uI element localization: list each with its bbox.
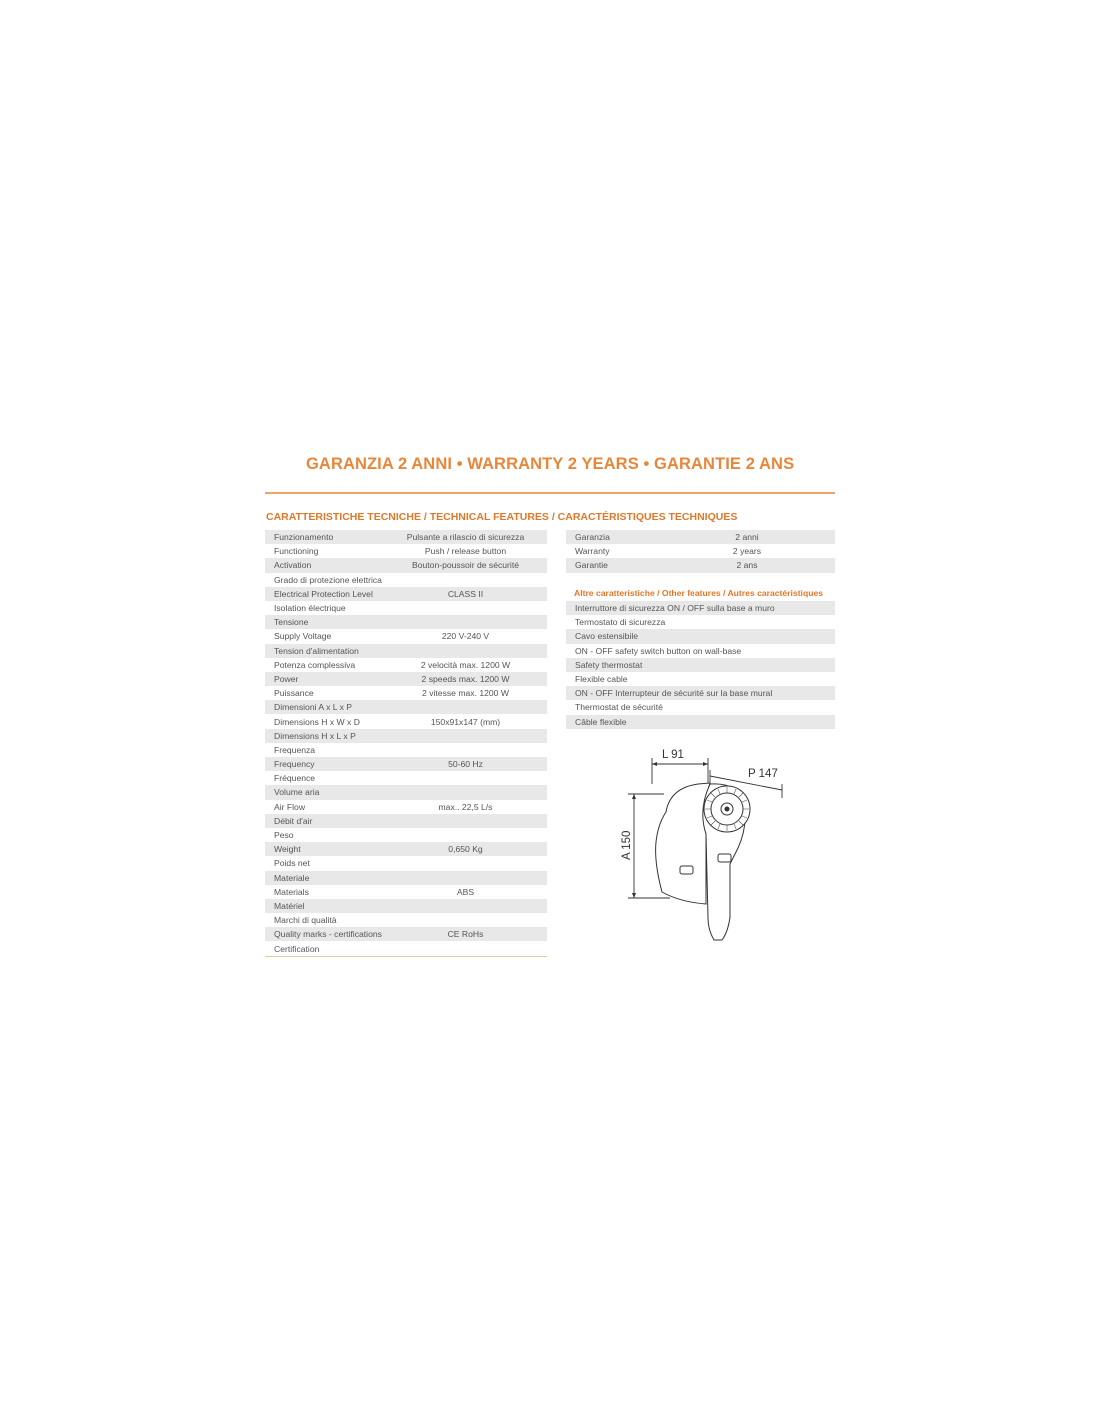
height-dimension-label: A 150 <box>621 830 633 860</box>
row-value: 2 vitesse max. 1200 W <box>422 688 509 699</box>
row-label: Isolation électrique <box>274 603 346 614</box>
table-row <box>265 672 547 686</box>
row-label: Materials <box>274 886 309 897</box>
table-row <box>265 842 547 856</box>
warranty-title: GARANZIA 2 ANNI • WARRANTY 2 YEARS • GARANTIE 2 ANS <box>306 455 795 473</box>
wall-base <box>656 783 710 904</box>
table-row <box>265 941 547 955</box>
table-row <box>265 615 547 629</box>
row-value: 2 anni <box>735 532 759 543</box>
row-value: 150x91x147 (mm) <box>430 716 501 727</box>
row-label: Safety thermostat <box>575 659 643 670</box>
table-row <box>566 615 835 629</box>
technical-features-heading: CARATTERISTICHE TECNICHE / TECHNICAL FEATURES / CARACTÉRISTIQUES TECHNIQUES <box>266 511 738 523</box>
row-label: Dimensioni A x L x P <box>274 702 353 713</box>
table-row <box>265 573 547 587</box>
row-label: Thermostat de sécurité <box>575 702 663 713</box>
row-label: Tension d'alimentation <box>274 645 359 656</box>
dryer-button <box>718 854 731 862</box>
row-value: 2 speeds max. 1200 W <box>421 673 510 684</box>
table-row <box>265 856 547 870</box>
table-row <box>265 558 547 572</box>
row-value: 2 years <box>732 546 762 557</box>
table-row <box>265 700 547 714</box>
table-bottom-divider <box>265 956 547 957</box>
row-label: Power <box>274 673 299 684</box>
table-row <box>265 530 547 544</box>
row-value: Bouton-poussoir de sécurité <box>411 560 519 571</box>
row-label: Débit d'air <box>274 815 313 826</box>
row-label: Cavo estensibile <box>575 631 639 642</box>
title-divider <box>265 492 835 494</box>
table-row <box>265 729 547 743</box>
row-value: 2 ans <box>736 560 758 571</box>
hair-dryer-icon <box>610 742 800 952</box>
row-label: Supply Voltage <box>274 631 332 642</box>
table-row <box>566 601 835 615</box>
table-row <box>265 899 547 913</box>
table-row <box>265 629 547 643</box>
table-row <box>265 757 547 771</box>
row-label: Câble flexible <box>575 716 627 727</box>
row-label: Certification <box>274 943 320 954</box>
row-label: Materiale <box>274 872 310 883</box>
hair-dryer-dimension-diagram <box>610 742 800 957</box>
technical-features-table <box>265 530 547 956</box>
row-label: Poids net <box>274 858 310 869</box>
row-label: Activation <box>274 560 312 571</box>
row-label: Fréquence <box>274 773 316 784</box>
row-label: ON - OFF Interrupteur de sécurité sur la base mural <box>575 688 773 699</box>
table-row <box>265 601 547 615</box>
row-label: Electrical Protection Level <box>274 588 373 599</box>
row-label: Grado di protezione elettrica <box>274 574 382 585</box>
row-label: Dimensions H x L x P <box>274 730 356 741</box>
warranty-table <box>566 530 835 573</box>
row-label: Marchi di qualità <box>274 915 337 926</box>
table-row <box>265 885 547 899</box>
table-row <box>265 800 547 814</box>
row-label: Frequenza <box>274 744 316 755</box>
row-value: 2 velocità max. 1200 W <box>420 659 511 670</box>
row-label: Flexible cable <box>575 674 628 685</box>
row-label: Tensione <box>274 617 309 628</box>
row-label: Functioning <box>274 546 319 557</box>
row-value: 0,650 Kg <box>448 844 483 855</box>
row-label: Weight <box>274 844 301 855</box>
row-label: Garanzia <box>575 532 610 543</box>
row-label: Quality marks - certifications <box>274 929 382 940</box>
table-row <box>265 587 547 601</box>
other-features-table <box>566 601 835 729</box>
other-features-heading: Altre caratteristiche / Other features / Autres caractéristiques <box>574 588 824 598</box>
table-row <box>566 658 835 672</box>
row-value: 220 V-240 V <box>441 631 490 642</box>
table-row <box>566 544 835 558</box>
table-row <box>566 672 835 686</box>
row-value: CLASS II <box>447 588 484 599</box>
width-dimension-label: L 91 <box>662 749 684 761</box>
table-row <box>265 913 547 927</box>
row-label: Warranty <box>575 546 610 557</box>
row-label: Dimensions H x W x D <box>274 716 360 727</box>
row-label: Interruttore di sicurezza ON / OFF sulla base a muro <box>575 603 775 614</box>
table-row <box>566 686 835 700</box>
row-label: Frequency <box>274 759 315 770</box>
table-row <box>265 743 547 757</box>
row-value: Pulsante a rilascio di sicurezza <box>406 532 525 543</box>
row-value: max.. 22,5 L/s <box>438 801 493 812</box>
depth-dimension-label: P 147 <box>748 768 778 780</box>
table-row <box>566 644 835 658</box>
table-row <box>265 544 547 558</box>
wall-switch <box>680 866 693 874</box>
table-row <box>265 871 547 885</box>
row-label: ON - OFF safety switch button on wall-base <box>575 645 742 656</box>
table-row <box>265 644 547 658</box>
table-row <box>566 558 835 572</box>
row-label: Matériel <box>274 900 305 911</box>
row-value: ABS <box>456 886 475 897</box>
row-label: Funzionamento <box>274 532 334 543</box>
row-label: Potenza complessiva <box>274 659 356 670</box>
table-row <box>566 629 835 643</box>
table-row <box>265 658 547 672</box>
row-label: Puissance <box>274 688 314 699</box>
row-label: Peso <box>274 830 294 841</box>
table-row <box>566 530 835 544</box>
table-row <box>566 700 835 714</box>
table-row <box>265 714 547 728</box>
row-label: Volume aria <box>274 787 320 798</box>
table-row <box>265 785 547 799</box>
row-value: Push / release button <box>424 546 507 557</box>
row-label: Garantie <box>575 560 608 571</box>
table-row <box>566 715 835 729</box>
table-row <box>265 828 547 842</box>
row-value: CE RoHs <box>447 929 484 940</box>
row-label: Termostato di sicurezza <box>575 617 666 628</box>
table-row <box>265 814 547 828</box>
table-row <box>265 686 547 700</box>
table-row <box>265 927 547 941</box>
table-row <box>265 771 547 785</box>
row-label: Air Flow <box>274 801 306 812</box>
row-value: 50-60 Hz <box>448 759 483 770</box>
